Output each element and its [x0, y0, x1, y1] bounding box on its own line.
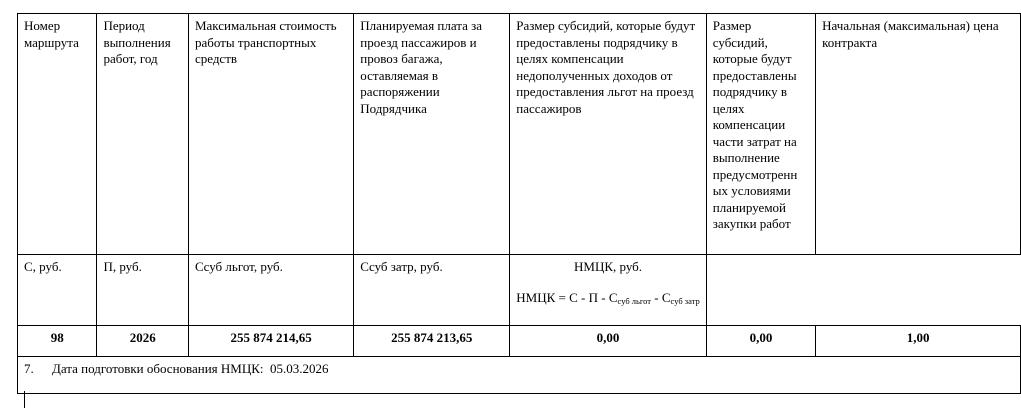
cell-max-cost: 255 874 214,65: [188, 326, 353, 357]
text-cursor: [24, 391, 25, 408]
header-subsidy-benefits: Размер субсидий, которые будут предоставлены подрядчику в целях компенсации недополученных доходов от предоставления льгот на проезд пассажиров: [510, 14, 706, 255]
cell-subsidy-costs: 0,00: [706, 326, 815, 357]
formula-sub-benefits: суб льгот: [617, 295, 652, 306]
symbol-nmck-cell: [510, 255, 706, 326]
symbol-nmck: НМЦК, руб.: [574, 259, 643, 274]
formula-mid: - С: [651, 289, 671, 305]
symbol-subsidy-costs: Cсуб затр, руб.: [354, 255, 510, 326]
footer-date: 05.03.2026: [270, 361, 329, 376]
table-row: [18, 326, 1021, 357]
footer-label: Дата подготовки обоснования НМЦК:: [52, 361, 264, 376]
table-symbol-row: [18, 255, 1021, 326]
header-subsidy-costs: Размер субсидий, которые будут предоставлены подрядчику в целях компенсации части затрат на выполнение предусмотренн ых условиями планируемой закупки работ: [706, 14, 815, 255]
cell-nmck: 1,00: [816, 326, 1021, 357]
header-period: Период выполнения работ, год: [97, 14, 189, 255]
cell-period: 2026: [97, 326, 189, 357]
symbol-subsidy-benefits: Cсуб льгот, руб.: [188, 255, 353, 326]
nmck-justification-table: [17, 13, 1021, 394]
symbol-fare: П, руб.: [97, 255, 189, 326]
formula-sub-costs: суб затр: [670, 295, 700, 306]
formula-main: НМЦК = С - П - С: [516, 289, 618, 305]
header-nmck: Начальная (максимальная) цена контракта: [816, 14, 1021, 255]
cell-route: 98: [18, 326, 97, 357]
footer-number: 7.: [24, 361, 34, 376]
header-max-cost: Максимальная стоимость работы транспортных средств: [188, 14, 353, 255]
nmck-formula: [516, 290, 699, 310]
cell-subsidy-benefits: 0,00: [510, 326, 706, 357]
header-route: Номер маршрута: [18, 14, 97, 255]
footer-cell[interactable]: [18, 357, 1021, 394]
cell-fare: 255 874 213,65: [354, 326, 510, 357]
symbol-max-cost: С, руб.: [18, 255, 97, 326]
table-header-row: [18, 14, 1021, 255]
footer-row: [18, 357, 1021, 394]
header-fare: Планируемая плата за проезд пассажиров и провоз багажа, оставляемая в распоряжении Подрядчика: [354, 14, 510, 255]
